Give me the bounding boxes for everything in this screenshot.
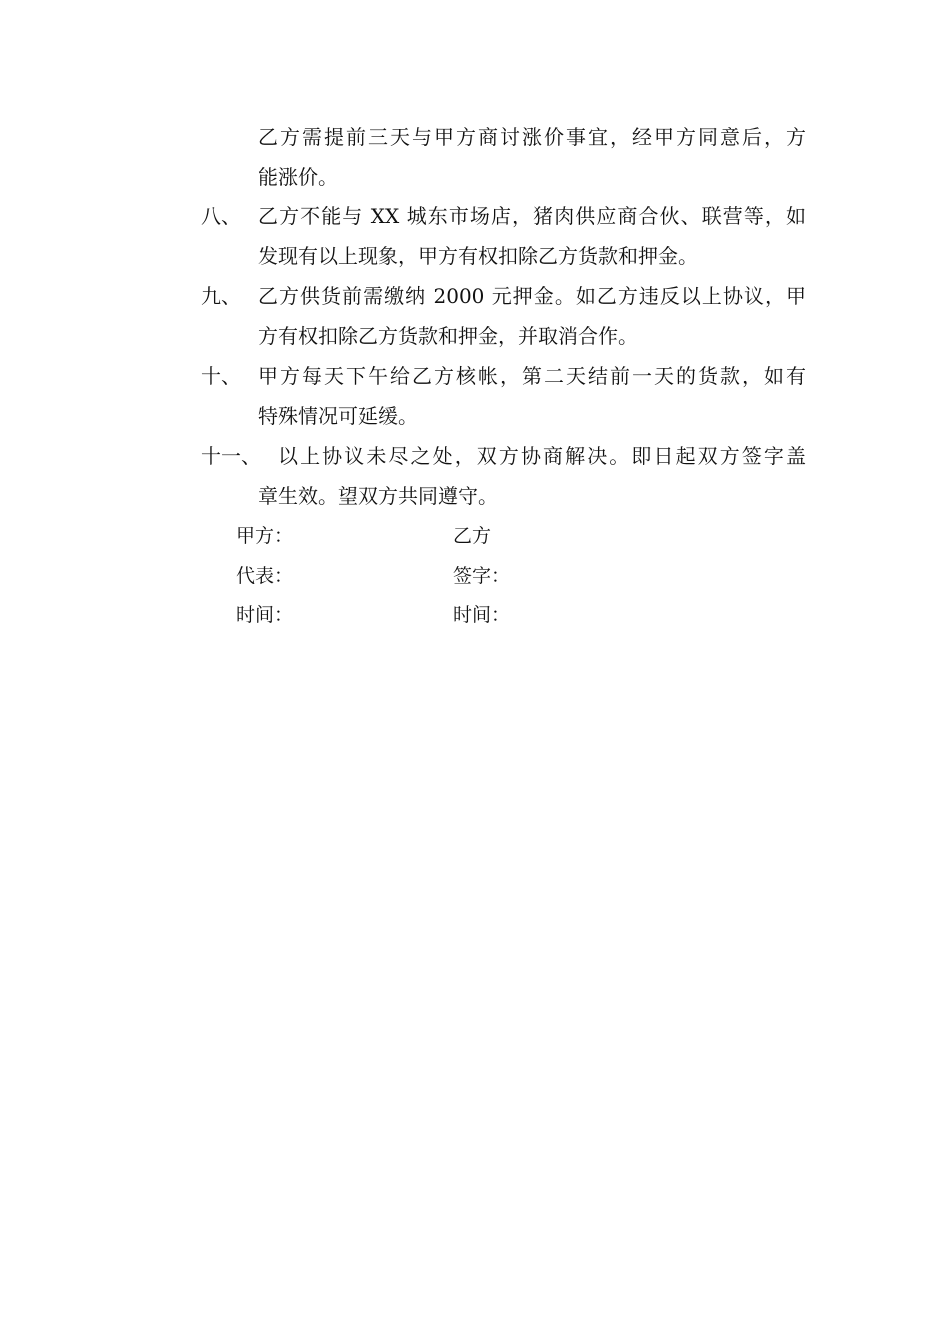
clause-10-number: 十、 xyxy=(201,364,241,388)
representative-label: 代表： xyxy=(236,565,294,587)
clause-8-line-1: 乙方不能与 XX 城东市场店，猪肉供应商合伙、联营等，如 xyxy=(258,204,806,228)
clause-8-number: 八、 xyxy=(201,204,241,228)
party-a-label: 甲方： xyxy=(236,525,294,547)
clause-7-line-1: 乙方需提前三天与甲方商讨涨价事宜，经甲方同意后，方 xyxy=(258,125,806,149)
clause-10-line-1: 甲方每天下午给乙方核帐，第二天结前一天的货款，如有 xyxy=(258,364,806,388)
party-b-time-label: 时间： xyxy=(453,604,511,626)
clause-9-line-2: 方有权扣除乙方货款和押金，并取消合作。 xyxy=(258,324,638,348)
clause-8-line-2: 发现有以上现象，甲方有权扣除乙方货款和押金。 xyxy=(258,244,698,268)
party-b-label: 乙方 xyxy=(453,525,492,547)
signature-label: 签字： xyxy=(453,565,511,587)
clause-11-line-1: 以上协议未尽之处，双方协商解决。即日起双方签字盖 xyxy=(278,444,806,468)
clause-9-number: 九、 xyxy=(201,284,241,308)
clause-9-line-1: 乙方供货前需缴纳 2000 元押金。如乙方违反以上协议，甲 xyxy=(258,284,806,308)
clause-11-line-2: 章生效。望双方共同遵守。 xyxy=(258,484,498,508)
clause-11-number: 十一、 xyxy=(201,444,261,468)
party-a-time-label: 时间： xyxy=(236,604,294,626)
clause-10-line-2: 特殊情况可延缓。 xyxy=(258,404,418,428)
clause-7-line-2: 能涨价。 xyxy=(258,165,338,189)
